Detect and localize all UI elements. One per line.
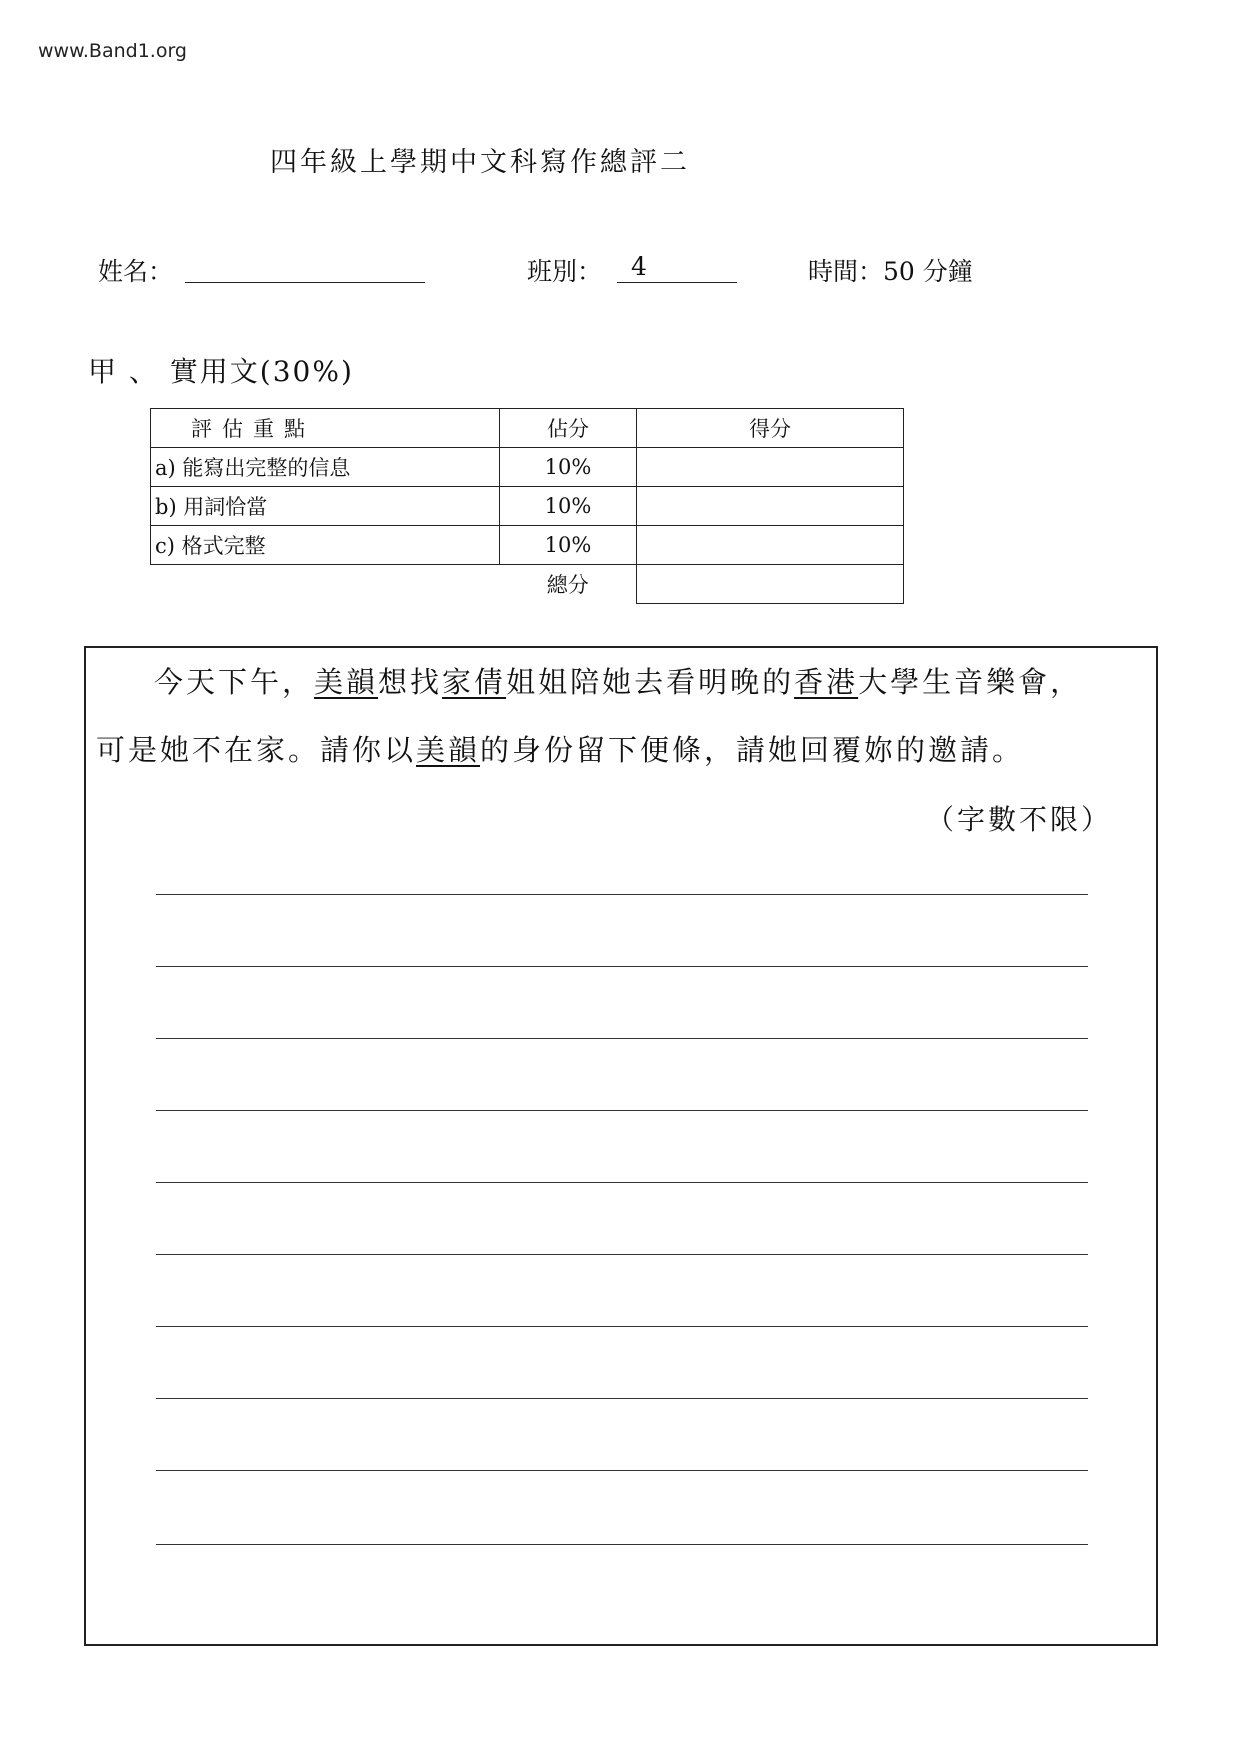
writing-line[interactable]: [156, 1326, 1088, 1327]
class-label: 班別：: [527, 257, 603, 286]
writing-line[interactable]: [156, 1110, 1088, 1111]
weight-cell: 10%: [500, 448, 637, 487]
writing-line[interactable]: [156, 1398, 1088, 1399]
class-value: 4: [631, 252, 647, 281]
header-score: 得分: [637, 409, 904, 448]
score-cell[interactable]: [637, 448, 904, 487]
watermark: www.Band1.org: [38, 40, 187, 62]
weight-cell: 10%: [500, 487, 637, 526]
writing-line[interactable]: [156, 1038, 1088, 1039]
writing-line[interactable]: [156, 966, 1088, 967]
total-label: 總分: [500, 565, 637, 604]
table-row: [151, 526, 904, 565]
criteria-cell: a) 能寫出完整的信息: [151, 448, 500, 487]
score-cell[interactable]: [637, 487, 904, 526]
score-cell[interactable]: [637, 526, 904, 565]
table-row: [151, 487, 904, 526]
table-header-row: [151, 409, 904, 448]
score-table: [150, 408, 904, 604]
question-line-1: 今天下午，美韻想找家倩姐姐陪她去看明晚的香港大學生音樂會，: [154, 665, 1083, 699]
page-title: 四年級上學期中文科寫作總評二: [270, 147, 690, 178]
writing-line[interactable]: [156, 1182, 1088, 1183]
name-label: 姓名：: [98, 257, 174, 286]
class-field[interactable]: [617, 254, 737, 283]
question-line-2: 可是她不在家。請你以美韻的身份留下便條，請她回覆妳的邀請。: [96, 733, 1025, 767]
header-criteria: 評估重點: [151, 409, 500, 448]
criteria-cell: b) 用詞恰當: [151, 487, 500, 526]
total-score-cell[interactable]: [637, 565, 904, 604]
writing-line[interactable]: [156, 1544, 1088, 1545]
time-label: 時間：50 分鐘: [808, 257, 973, 286]
writing-line[interactable]: [156, 894, 1088, 895]
name-kaisin: 家倩: [442, 665, 507, 699]
word-count-note: （字數不限）: [925, 803, 1112, 836]
question-box: [84, 646, 1158, 1646]
writing-line[interactable]: [156, 1254, 1088, 1255]
criteria-cell: c) 格式完整: [151, 526, 500, 565]
place-hongkong: 香港: [794, 665, 859, 699]
total-row: [151, 565, 904, 604]
name-meiwan: 美韻: [416, 733, 481, 767]
weight-cell: 10%: [500, 526, 637, 565]
name-meiwan: 美韻: [314, 665, 379, 699]
name-field[interactable]: [185, 254, 425, 283]
header-weight: 佔分: [500, 409, 637, 448]
writing-line[interactable]: [156, 1470, 1088, 1471]
section-heading: 甲 、 實用文(30%): [88, 355, 354, 388]
table-row: [151, 448, 904, 487]
